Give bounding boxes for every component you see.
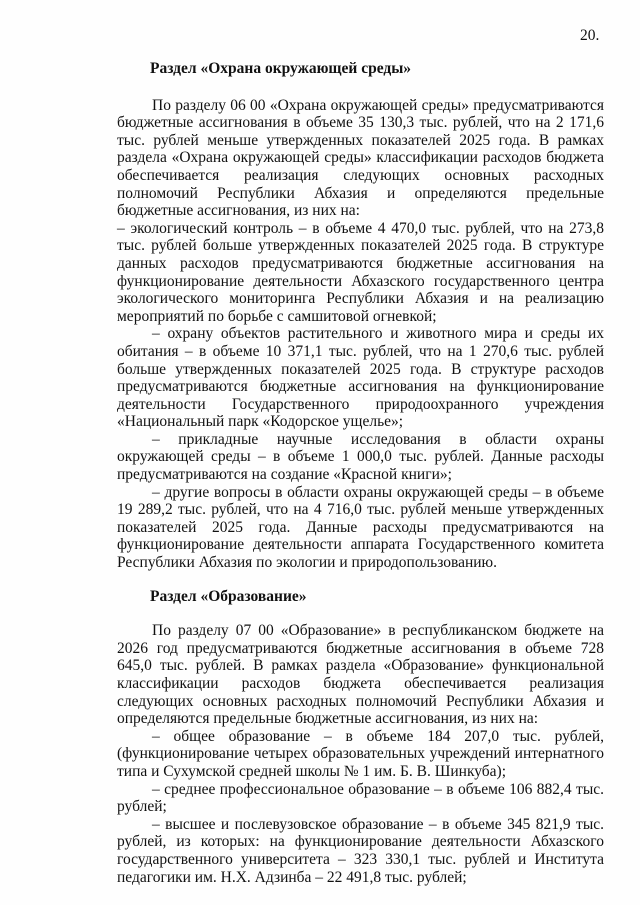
list-item-ecological-control: – экологический контроль – в объеме 4 470,0 тыс. рублей, что на 273,8 тыс. рублей больше утвержденных показателей 2025 года. В структуре данных расходов предусматриваются бюджетные ассигнования на функционирование деятельности Абхазского государственного центра экологического мониторинга Республики Абхазия и на реализацию мероприятий по борьбе с самшитовой огневкой; bbox=[117, 219, 604, 325]
list-item-general-education: – общее образование – в объеме 184 207,0 тыс. рублей, (функционирование четырех образовательных учреждений интернатного типа и Сухумской средней школы № 1 им. Б. В. Шинкуба); bbox=[117, 727, 604, 780]
section-heading-education: Раздел «Образование» bbox=[150, 587, 307, 605]
list-item-applied-research: – прикладные научные исследования в области охраны окружающей среды – в объеме 1 000,0 тыс. рублей. Данные расходы предусматриваются на создание «Красной книги»; bbox=[117, 430, 604, 484]
section-intro-environment: По разделу 06 00 «Охрана окружающей среды» предусматриваются бюджетные ассигнования в объеме 35 130,3 тыс. рублей, что на 2 171,6 тыс. рублей меньше утвержденных показателей 2025 года. В рамках раздела «Охрана окружающей среды» классификации расходов бюджета обеспечивается реализация следующих основных расходных полномочий Республики Абхазия и определяются предельные бюджетные ассигнования, из них на: bbox=[117, 96, 604, 220]
page-number: 20. bbox=[580, 27, 600, 44]
section-environment bbox=[117, 60, 604, 572]
list-item-vocational-education: – среднее профессиональное образование – в объеме 106 882,4 тыс. рублей; bbox=[117, 780, 604, 816]
section-education bbox=[117, 588, 604, 887]
section-intro-education: По разделу 07 00 «Образование» в республиканском бюджете на 2026 год предусматриваются бюджетные ассигнования в объеме 728 645,0 тыс. рублей. В рамках раздела «Образование» функциональной классификации расходов бюджета обеспечивается реализация следующих основных расходных полномочий Республики Абхазия и определяются предельные бюджетные ассигнования, из них на: bbox=[117, 622, 604, 728]
section-heading-environment: Раздел «Охрана окружающей среды» bbox=[150, 60, 412, 77]
list-item-flora-fauna: – охрану объектов растительного и животного мира и среды их обитания – в объеме 10 371,1 тыс. рублей, что на 1 270,6 тыс. рублей больше утвержденных показателей 2025 года. В структуре расходов предусматриваются бюджетные ассигнования на функционирование деятельности Государственного природоохранного учреждения «Национальный парк «Кодорское ущелье»; bbox=[117, 325, 604, 431]
list-item-higher-education: – высшее и послевузовское образование – в объеме 345 821,9 тыс. рублей, из которых: на функционирование деятельности Абхазского государственного университета – 323 330,1 тыс. рублей и Института педагогики им. Н.Х. Адзинба – 22 491,8 тыс. рублей; bbox=[117, 815, 604, 886]
list-item-other-environment: – другие вопросы в области охраны окружающей среды – в объеме 19 289,2 тыс. рублей, что на 4 716,0 тыс. рублей меньше утвержденных показателей 2025 года. Данные расходы предусматриваются на функционирование деятельности аппарата Государственного комитета Республики Абхазия по экологии и природопользованию. bbox=[117, 483, 604, 572]
document-body bbox=[117, 60, 604, 886]
